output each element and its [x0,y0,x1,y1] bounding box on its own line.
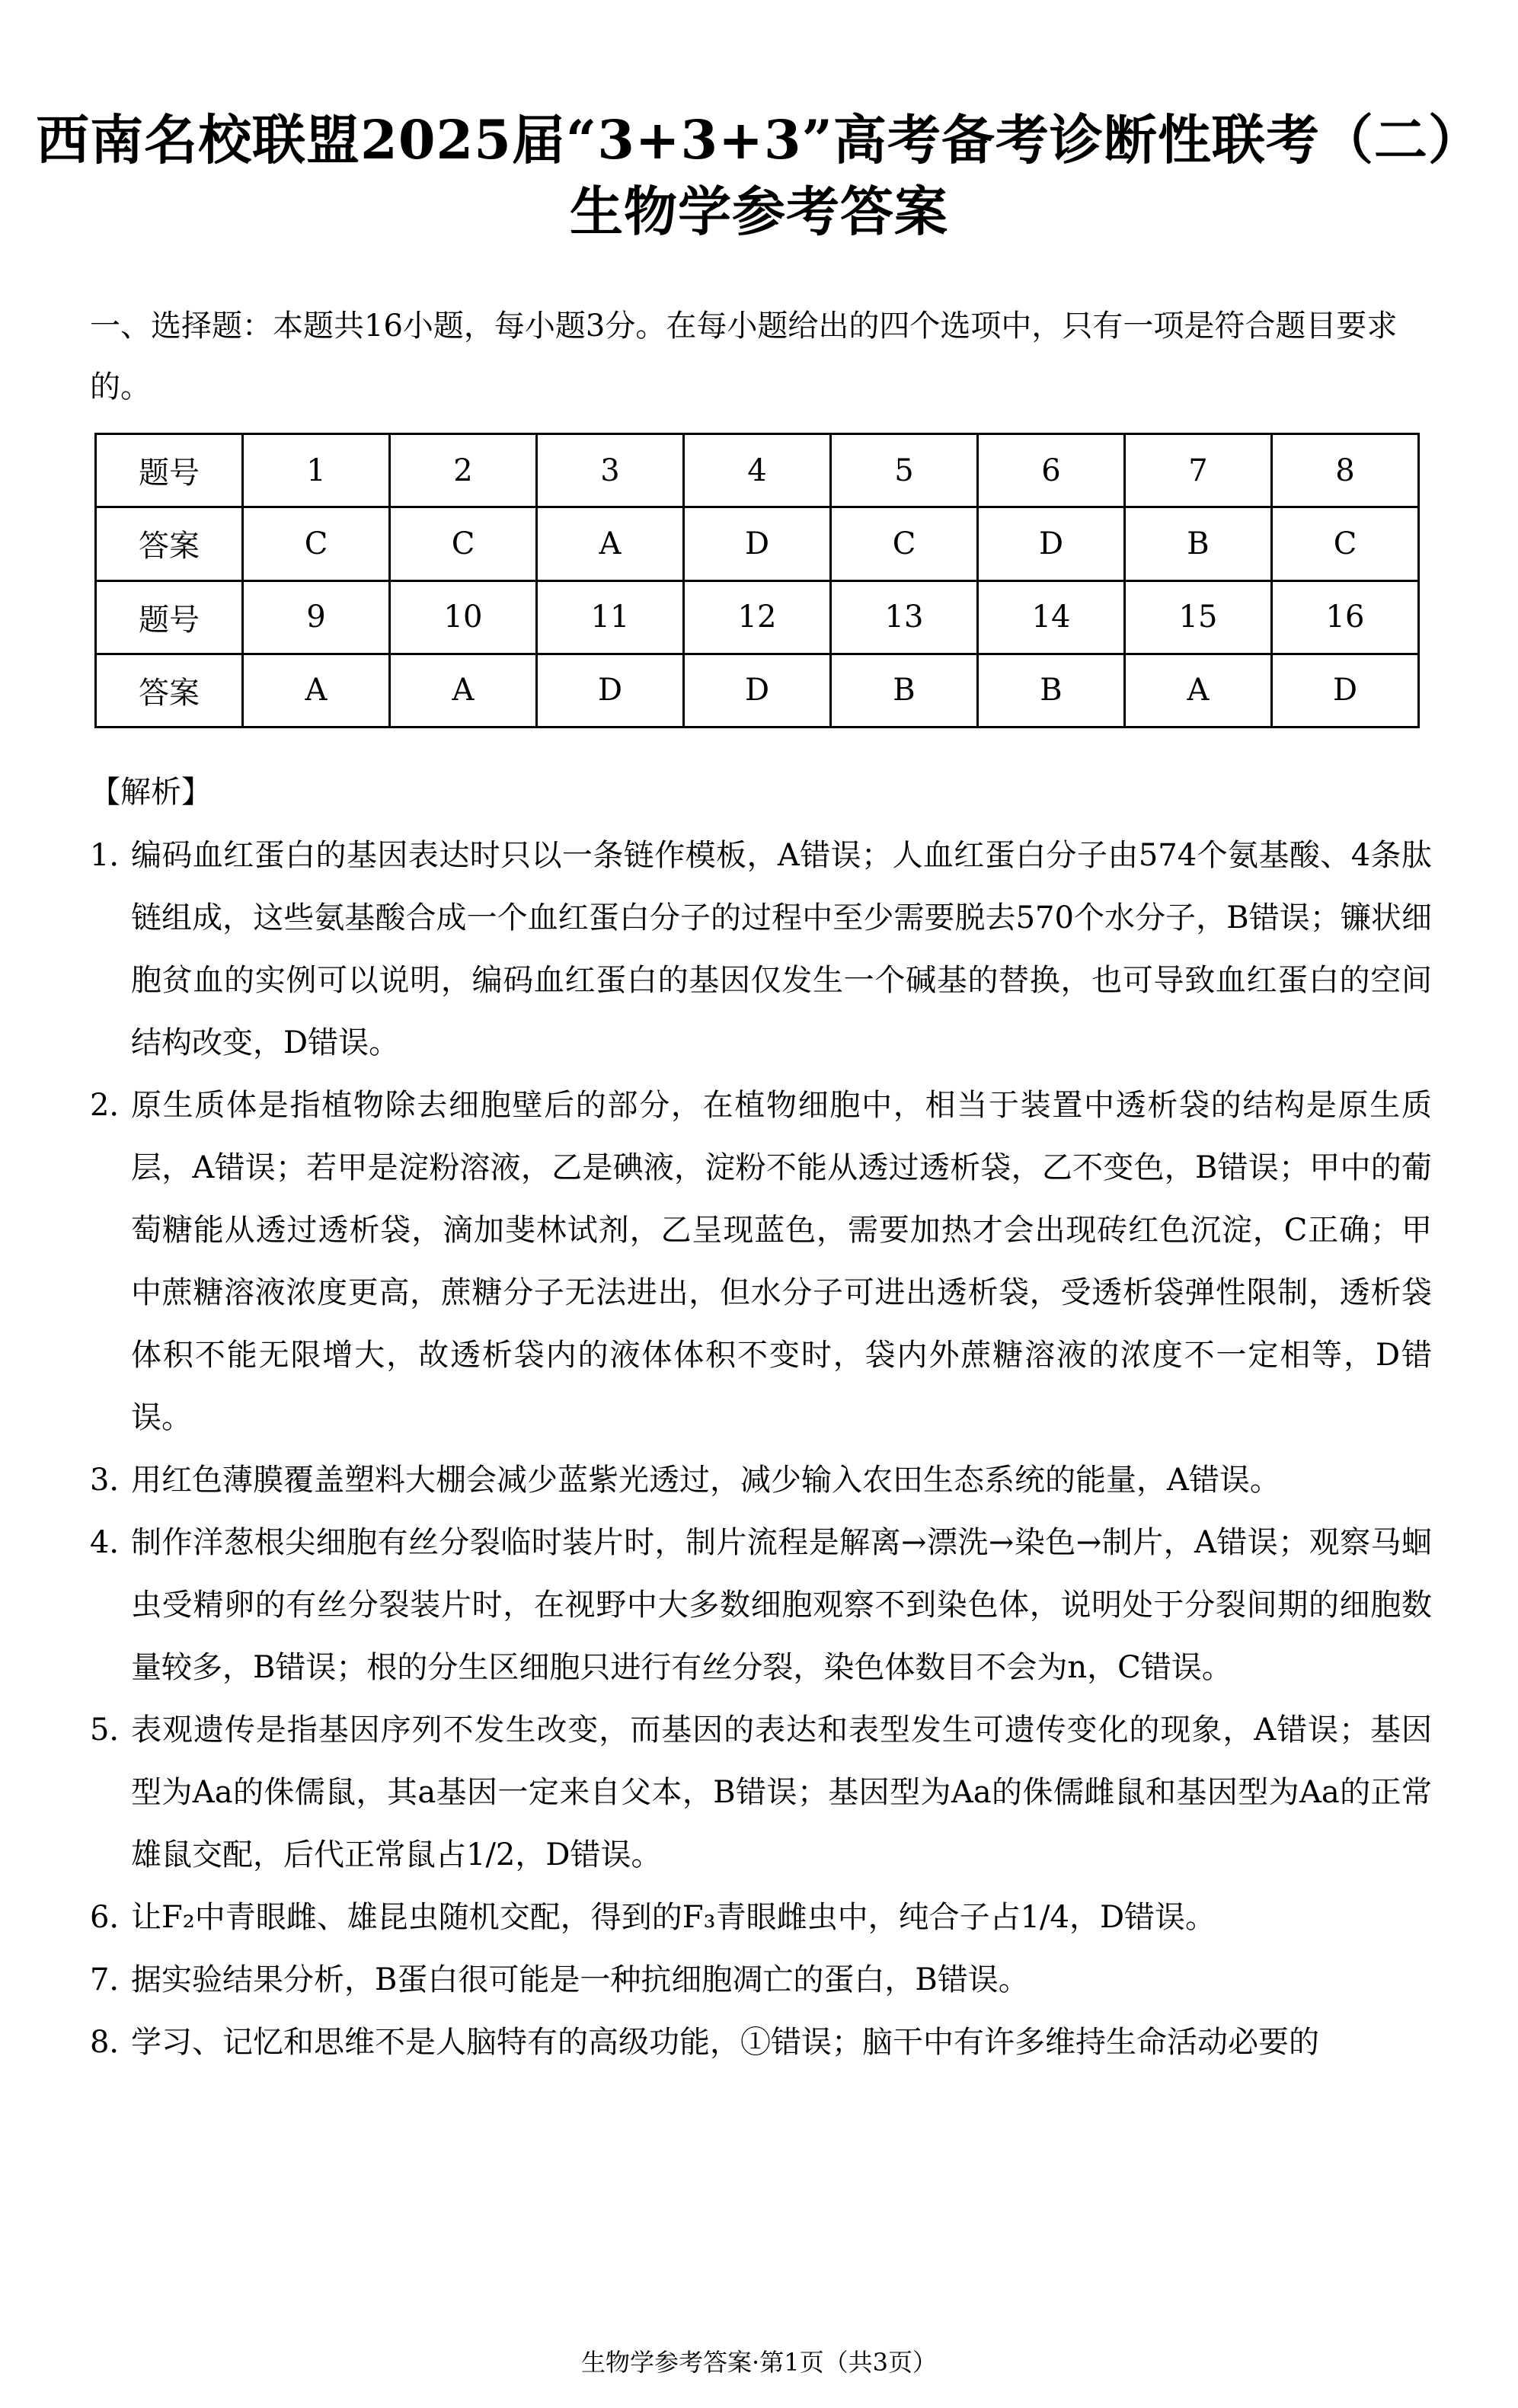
table-cell: A [537,507,684,580]
list-item [90,1511,1432,1699]
list-item [90,824,1432,1074]
table-cell: 2 [390,434,537,507]
table-cell: 5 [831,434,978,507]
item-number: 3． [90,1463,140,1498]
analysis-heading: 【解析】 [90,775,212,810]
item-number: 8． [90,2025,140,2060]
table-cell: A [1125,654,1272,727]
table-cell: D [684,507,831,580]
list-item [90,1886,1432,1949]
item-text: 据实验结果分析，B蛋白很可能是一种抗细胞凋亡的蛋白，B错误。 [131,1962,1029,1997]
exam-subtitle: 生物学参考答案 [570,180,948,243]
analysis-list [90,824,1432,2074]
table-cell: B [978,654,1125,727]
table-row [96,580,1419,654]
table-row-header: 题号 [96,434,243,507]
item-number: 6． [90,1900,140,1935]
list-item [90,1699,1432,1886]
table-cell: 1 [243,434,390,507]
table-cell: D [978,507,1125,580]
table-cell: B [831,654,978,727]
table-row-header: 题号 [96,580,243,654]
table-cell: 8 [1272,434,1419,507]
table-cell: 7 [1125,434,1272,507]
table-row-header: 答案 [96,507,243,580]
item-text: 学习、记忆和思维不是人脑特有的高级功能，①错误；脑干中有许多维持生命活动必要的 [131,2025,1319,2060]
list-item [90,1074,1432,1449]
item-number: 7． [90,1962,140,1997]
section-intro: 一、选择题：本题共16小题，每小题3分。在每小题给出的四个选项中，只有一项是符合题目要求的。 [90,309,1398,405]
table-cell: 15 [1125,580,1272,654]
answer-table [94,433,1420,728]
table-cell: D [1272,654,1419,727]
page-footer: 生物学参考答案·第1页（共3页） [581,2348,937,2377]
item-number: 1． [90,838,140,873]
table-cell: D [684,654,831,727]
table-cell: D [537,654,684,727]
table-cell: 16 [1272,580,1419,654]
table-cell: 11 [537,580,684,654]
table-cell: 14 [978,580,1125,654]
item-number: 5． [90,1712,140,1748]
list-item [90,2011,1432,2074]
table-cell: 6 [978,434,1125,507]
item-text: 让F₂中青眼雌、雄昆虫随机交配，得到的F₃青眼雌虫中，纯合子占1/4，D错误。 [131,1900,1216,1935]
table-cell: 9 [243,580,390,654]
table-cell: 12 [684,580,831,654]
item-text: 原生质体是指植物除去细胞壁后的部分，在植物细胞中，相当于装置中透析袋的结构是原生质层，A错误；若甲是淀粉溶液，乙是碘液，淀粉不能从透过透析袋，乙不变色，B错误；甲中的葡萄糖能从透过透析袋，滴加斐林试剂，乙呈现蓝色，需要加热才会出现砖红色沉淀，C正确；甲中蔗糖溶液浓度更高，蔗糖分子无法进出，但水分子可进出透析袋，受透析袋弹性限制，透析袋体积不能无限增大，故透析袋内的液体体积不变时，袋内外蔗糖溶液的浓度不一定相等，D错误。 [131,1088,1432,1435]
table-cell: 3 [537,434,684,507]
table-row-header: 答案 [96,654,243,727]
item-text: 编码血红蛋白的基因表达时只以一条链作模板，A错误；人血红蛋白分子由574个氨基酸、4条肽链组成，这些氨基酸合成一个血红蛋白分子的过程中至少需要脱去570个水分子，B错误；镰状细胞贫血的实例可以说明，编码血红蛋白的基因仅发生一个碱基的替换，也可导致血红蛋白的空间结构改变，D错误。 [131,838,1432,1060]
item-text: 表观遗传是指基因序列不发生改变，而基因的表达和表型发生可遗传变化的现象，A错误；基因型为Aa的侏儒鼠，其a基因一定来自父本，B错误；基因型为Aa的侏儒雌鼠和基因型为Aa的正常雄鼠交配，后代正常鼠占1/2，D错误。 [131,1712,1432,1872]
table-row [96,507,1419,580]
item-number: 4． [90,1525,140,1560]
list-item [90,1949,1432,2011]
table-cell: 4 [684,434,831,507]
table-cell: A [243,654,390,727]
table-cell: B [1125,507,1272,580]
item-number: 2． [90,1088,140,1123]
list-item [90,1449,1432,1511]
table-cell: C [1272,507,1419,580]
item-text: 制作洋葱根尖细胞有丝分裂临时装片时，制片流程是解离→漂洗→染色→制片，A错误；观察马蛔虫受精卵的有丝分裂装片时，在视野中大多数细胞观察不到染色体，说明处于分裂间期的细胞数量较多，B错误；根的分生区细胞只进行有丝分裂，染色体数目不会为n，C错误。 [131,1525,1432,1685]
table-cell: C [243,507,390,580]
table-cell: 10 [390,580,537,654]
table-cell: 13 [831,580,978,654]
table-cell: C [831,507,978,580]
item-text: 用红色薄膜覆盖塑料大棚会减少蓝紫光透过，减少输入农田生态系统的能量，A错误。 [131,1463,1280,1498]
table-cell: C [390,507,537,580]
table-cell: A [390,654,537,727]
table-row [96,654,1419,727]
table-row [96,434,1419,507]
exam-title: 西南名校联盟2025届“3+3+3”高考备考诊断性联考（二） [36,108,1482,171]
